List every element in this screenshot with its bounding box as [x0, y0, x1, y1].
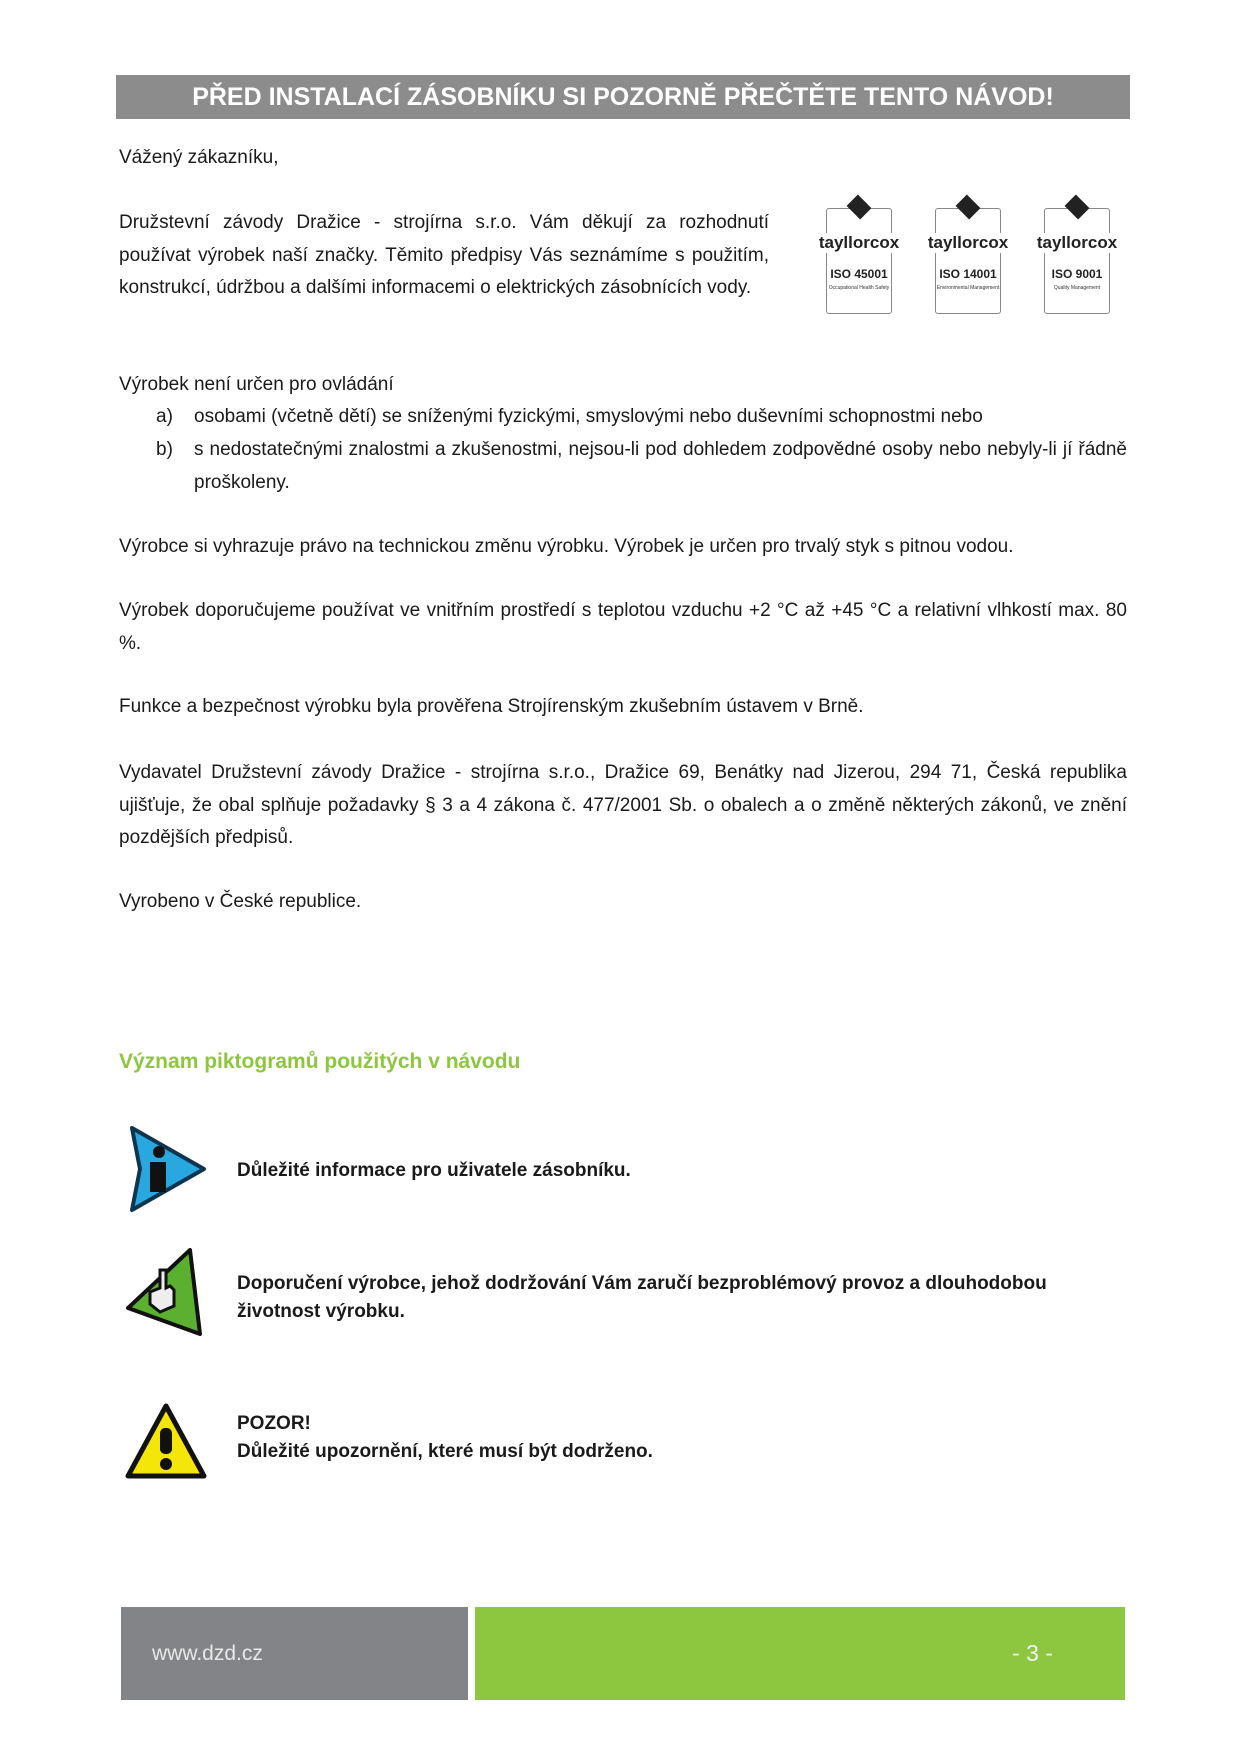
cert-brand: tayllorcox [805, 233, 913, 253]
paragraph-testing: Funkce a bezpečnost výrobku byla prověřena Strojírenským zkušebním ústavem v Brně. [119, 696, 864, 717]
flag-icon [1065, 195, 1090, 220]
cert-iso: ISO 45001 [830, 267, 888, 281]
pictogram-warning-title: POZOR! [237, 1413, 311, 1434]
cert-iso: ISO 9001 [1051, 267, 1103, 281]
cert-brand: tayllorcox [1023, 233, 1131, 253]
paragraph-publisher: Vydavatel Družstevní závody Dražice - strojírna s.r.o., Dražice 69, Benátky nad Jizerou, 294 71, Česká republika ujišťuje, že obal splňuje požadavky § 3 a 4 zákona č. 477/2001 Sb. o obalech a o změně některých zákonů, ve znění pozdějších předpisů. [119, 762, 1127, 848]
cert-iso: ISO 14001 [939, 267, 997, 281]
pictograms-heading: Význam piktogramů použitých v návodu [119, 1050, 521, 1073]
page-header-banner: PŘED INSTALACÍ ZÁSOBNÍKU SI POZORNĚ PŘEČTĚTE TENTO NÁVOD! [116, 75, 1130, 119]
paragraph-environment: Výrobek doporučujeme používat ve vnitřním prostředí s teplotou vzduchu +2 °C až +45 °C a relativní vlhkostí max. 80 %. [119, 600, 1127, 654]
list-marker: b) [156, 439, 173, 460]
hand-recommendation-icon [124, 1248, 206, 1338]
cert-sub: Quality Management [1053, 285, 1101, 291]
list-text: s nedostatečnými znalostmi a zkušenostmi, nejsou-li pod dohledem zodpovědné osoby nebo nebyly-li jí řádně proškoleny. [194, 439, 1127, 493]
cert-logo-iso14001 [927, 208, 1009, 314]
pictogram-info-text: Důležité informace pro uživatele zásobníku. [237, 1160, 631, 1181]
flag-icon [847, 195, 872, 220]
footer-url: www.dzd.cz [121, 1607, 468, 1700]
cert-sub: Environmental Management [936, 285, 1000, 291]
list-item [156, 401, 1127, 434]
footer-page-number: - 3 - [475, 1607, 1125, 1700]
pictogram-recommendation-text: Doporučení výrobce, jehož dodržování Vám zaručí bezproblémový provoz a dlouhodobou životnost výrobku. [237, 1273, 1047, 1322]
list-text: osobami (včetně dětí) se sníženými fyzickými, smyslovými nebo duševními schopnostmi nebo [194, 406, 983, 427]
cert-logo-iso45001 [818, 208, 900, 314]
cert-sub: Occupational Health Safety [828, 285, 890, 291]
greeting: Vážený zákazníku, [119, 147, 279, 168]
flag-icon [956, 195, 981, 220]
list-marker: a) [156, 406, 173, 427]
paragraph-change: Výrobce si vyhrazuje právo na technickou změnu výrobku. Výrobek je určen pro trvalý styk s pitnou vodou. [119, 536, 1014, 557]
not-for-heading: Výrobek není určen pro ovládání [119, 374, 394, 395]
cert-logo-iso9001 [1036, 208, 1118, 314]
list-item [156, 434, 1127, 499]
info-icon [126, 1126, 208, 1212]
intro-paragraph: Družstevní závody Dražice - strojírna s.r.o. Vám děkují za rozhodnutí používat výrobek naší značky. Těmito předpisy Vás seznámíme s použitím, konstrukcí, údržbou a dalšími informacemi o elektrických zásobnících vody. [119, 212, 769, 298]
pictogram-warning-text: Důležité upozornění, které musí být dodrženo. [237, 1441, 653, 1462]
warning-icon [124, 1402, 208, 1480]
cert-brand: tayllorcox [914, 233, 1022, 253]
paragraph-made-in: Vyrobeno v České republice. [119, 891, 362, 912]
